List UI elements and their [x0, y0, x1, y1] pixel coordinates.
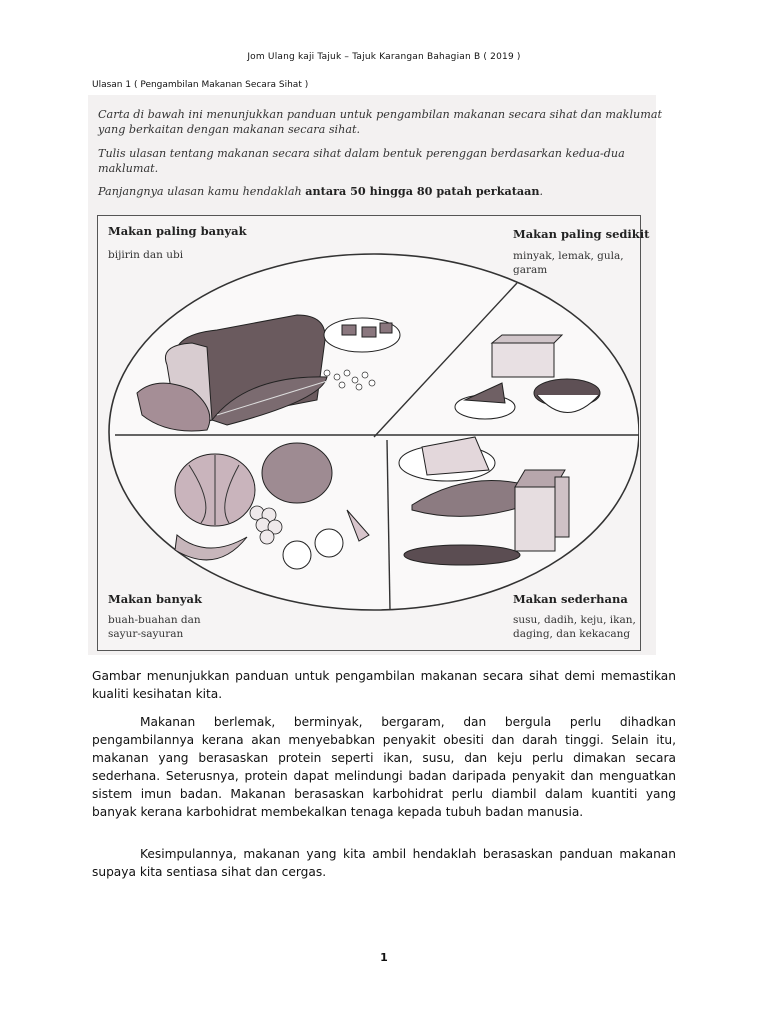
rice-plate-icon: [324, 318, 400, 352]
instruction-word-limit: antara 50 hingga 80 patah perkataan: [305, 184, 540, 198]
label-eat-least-title: Makan paling sedikit: [513, 227, 650, 241]
label-eat-least-items-1: minyak, lemak, gula,: [513, 250, 624, 262]
paragraph-body: Makanan berlemak, berminyak, bergaram, dan bergula perlu dihadkan pengambilannya kerana akan menyebabkan penyakit obesiti dan darah tinggi. Selain itu, makanan yang berasaskan protein seperti ikan, susu, dan keju perlu dimakan secara sederhana. Seterusnya, protein dapat melindungi badan daripada penyakit dan menguatkan sistem imun badan. Makanan berasaskan karbohidrat perlu diambil dalam kuantiti yang banyak kerana karbohidrat membekalkan tenaga kepada tubuh badan manusia.: [92, 715, 676, 819]
label-eat-most-title: Makan paling banyak: [108, 224, 247, 238]
label-eat-plenty-items-2: sayur-sayuran: [108, 628, 184, 640]
label-eat-least-items-2: garam: [513, 264, 548, 276]
instruction-word-limit-suffix: .: [539, 185, 544, 198]
butter-icon: [492, 335, 562, 377]
instruction-word-limit-prefix: Panjangnya ulasan kamu hendaklah: [98, 185, 306, 198]
instruction-line-5: [98, 184, 543, 199]
document-header: Jom Ulang kaji Tajuk – Tajuk Karangan Bahagian B ( 2019 ): [247, 52, 521, 62]
label-eat-plenty-items-1: buah-buahan dan: [108, 614, 201, 626]
watermelon-icon: [175, 454, 255, 526]
food-plate-illustration: [97, 215, 639, 649]
instruction-line-2: yang berkaitan dengan makanan secara sihat.: [98, 123, 361, 136]
paragraph-conclusion: Kesimpulannya, makanan yang kita ambil hendaklah berasaskan panduan makanan supaya kita sentiasa sihat dan cergas.: [92, 847, 676, 879]
label-eat-plenty-title: Makan banyak: [108, 592, 202, 606]
label-eat-moderate-title: Makan sederhana: [513, 592, 628, 606]
lentils-icon: [404, 545, 520, 565]
label-eat-moderate-items-2: daging, dan kekacang: [513, 628, 631, 640]
instruction-line-1: Carta di bawah ini menunjukkan panduan untuk pengambilan makanan secara sihat dan maklumat: [98, 108, 663, 121]
cabbage-icon: [262, 443, 332, 503]
instruction-line-3: Tulis ulasan tentang makanan secara sihat dalam bentuk perenggan berdasarkan kedua-dua: [98, 147, 625, 160]
label-eat-moderate-items-1: susu, dadih, keju, ikan,: [513, 614, 636, 626]
page-number: 1: [380, 951, 388, 964]
label-eat-most-items: bijirin dan ubi: [108, 249, 184, 261]
paragraph-introduction: Gambar menunjukkan panduan untuk pengambilan makanan secara sihat demi memastikan kualiti kesihatan kita.: [92, 669, 676, 701]
section-subheading: Ulasan 1 ( Pengambilan Makanan Secara Sihat ): [92, 80, 309, 90]
instruction-line-4: maklumat.: [98, 162, 159, 175]
